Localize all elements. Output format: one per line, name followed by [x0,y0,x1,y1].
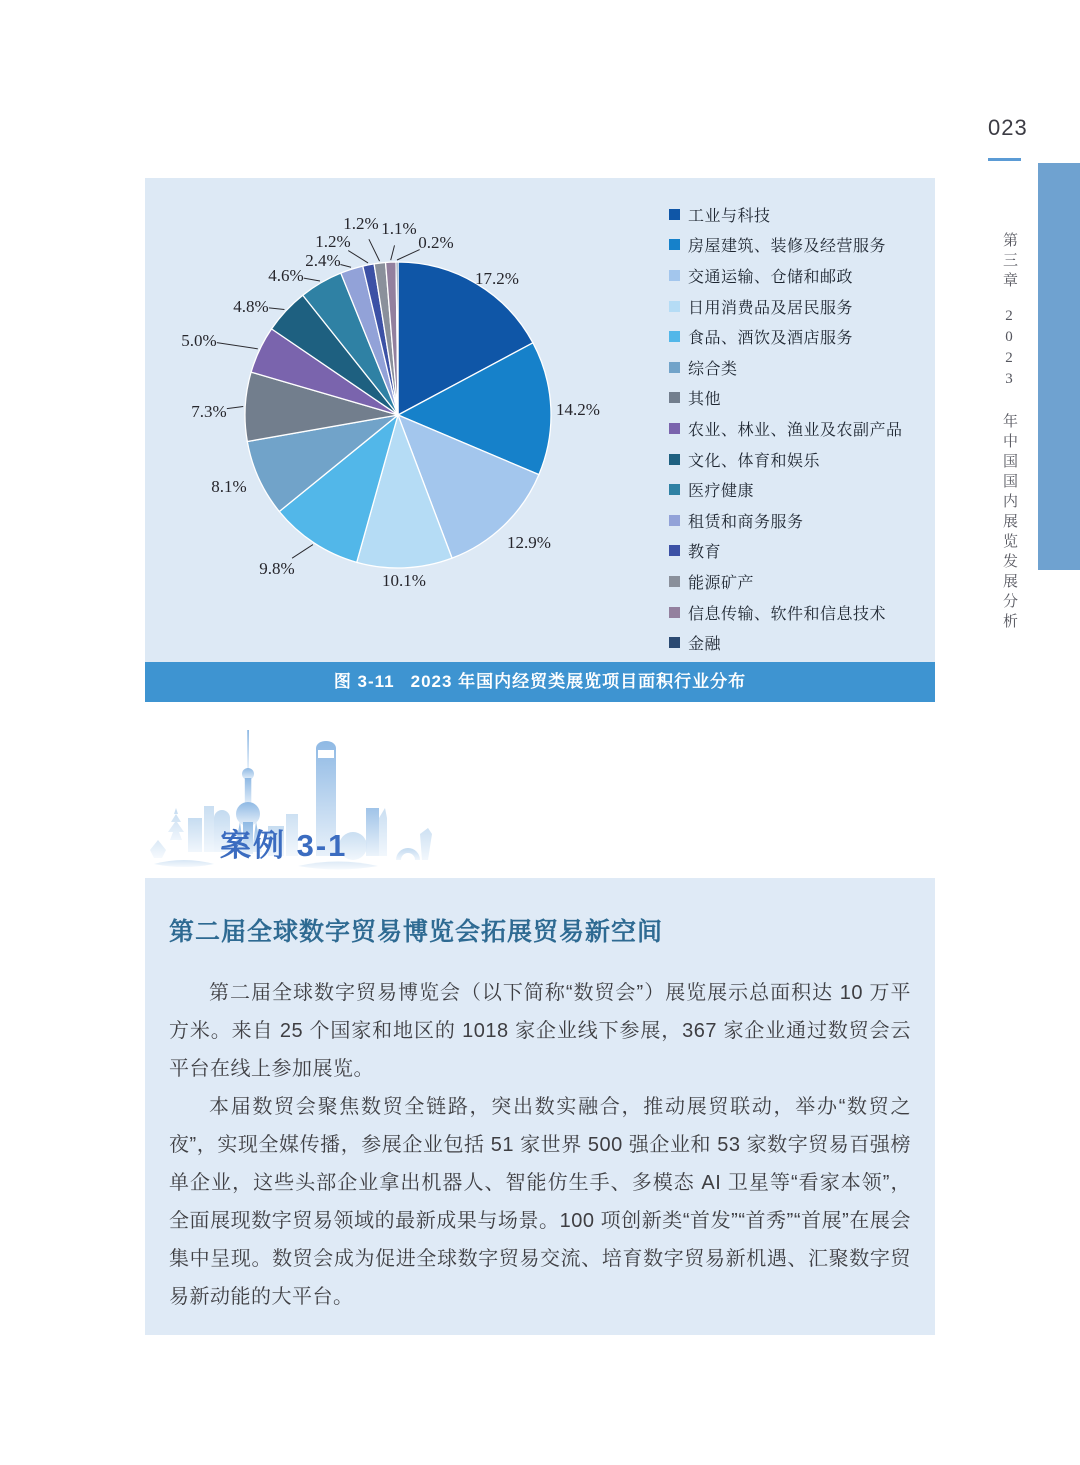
pie-leader-line-9 [304,278,320,281]
pie-value-label-7: 5.0% [181,331,217,350]
pie-value-label-6: 7.3% [191,402,227,421]
legend-label: 信息传输、软件和信息技术 [688,605,887,623]
pie-leader-line-12 [369,239,380,261]
figure-caption-label: 图 3-11 [333,672,395,691]
legend-item-12 [669,566,929,597]
legend-label: 其他 [688,391,722,409]
case-badge-label: 案例 3-1 [220,828,348,863]
legend-item-11 [669,536,929,567]
pie-leader-line-11 [348,251,368,263]
legend-label: 农业、林业、渔业及农副产品 [688,421,903,439]
pie-value-label-3: 10.1% [382,571,426,590]
legend-swatch-icon [669,637,680,648]
legend-swatch-icon [669,301,680,312]
legend-label: 工业与科技 [688,207,771,225]
chapter-title: 2023 年中国国内展览发展分析 [1001,308,1017,633]
legend-item-2 [669,260,929,291]
figure-caption-text: 2023 年国内经贸类展览项目面积行业分布 [410,672,747,691]
pie-leader-line-14 [397,250,420,260]
pie-value-label-12: 1.2% [343,214,379,233]
pie-chart-panel [145,178,935,662]
page-number: 023 [988,115,1028,140]
legend-label: 交通运输、仓储和邮政 [688,268,854,286]
legend-item-5 [669,352,929,383]
legend-item-7 [669,413,929,444]
pie-leader-line-8 [269,308,285,310]
pie-value-label-9: 4.6% [268,266,304,285]
legend-label: 文化、体育和娱乐 [688,452,821,470]
legend-swatch-icon [669,454,680,465]
legend-item-0 [669,199,929,230]
pie-value-label-1: 14.2% [556,400,600,419]
case-study-title: 第二届全球数字贸易博览会拓展贸易新空间 [169,919,664,946]
legend-item-10 [669,505,929,536]
chart-legend [669,199,929,658]
legend-swatch-icon [669,239,680,250]
legend-item-13 [669,597,929,628]
legend-item-14 [669,627,929,658]
case-study-box [145,878,935,1335]
legend-item-3 [669,291,929,322]
pie-value-label-11: 1.2% [315,232,351,251]
legend-swatch-icon [669,392,680,403]
pie-leader-line-7 [217,343,258,349]
case-badge [148,722,438,872]
legend-swatch-icon [669,607,680,618]
pie-value-label-0: 17.2% [475,269,519,288]
pie-leader-line-4 [292,545,313,559]
legend-label: 能源矿产 [688,574,755,592]
pie-value-label-10: 2.4% [305,251,341,270]
pie-value-label-5: 8.1% [211,477,247,496]
chapter-label: 第三章 [1001,232,1017,292]
legend-item-1 [669,230,929,261]
pie-leader-line-6 [227,406,243,408]
page-number-rule [988,158,1021,161]
legend-swatch-icon [669,484,680,495]
legend-label: 房屋建筑、装修及经营服务 [688,238,887,256]
legend-swatch-icon [669,515,680,526]
legend-swatch-icon [669,209,680,220]
legend-swatch-icon [669,362,680,373]
case-study-paragraph-2: 本届数贸会聚焦数贸全链路，突出数实融合，推动展贸联动，举办“数贸之夜”，实现全媒传播，参展企业包括 51 家世界 500 强企业和 53 家数字贸易百强榜单企业，这些头部企业拿出机器人、智能仿生手、多模态 AI 卫星等“看家本领”，全面展现数字贸易领域的最新成果与场景。100 项创新类“首发”“首秀”“首展”在展会集中呈现。数贸会成为促进全球数字贸易交流、培育数字贸易新机遇、汇聚数字贸易新动能的大平台。 [169,1096,911,1308]
legend-item-8 [669,444,929,475]
chapter-accent-bar [1038,163,1080,570]
figure-caption-bar [145,662,935,702]
legend-label: 综合类 [688,360,738,378]
pie-value-label-8: 4.8% [233,297,269,316]
legend-label: 租赁和商务服务 [688,513,804,531]
legend-label: 教育 [688,544,722,562]
legend-swatch-icon [669,545,680,556]
legend-item-4 [669,321,929,352]
legend-swatch-icon [669,423,680,434]
legend-label: 日用消费品及居民服务 [688,299,854,317]
legend-label: 金融 [688,636,722,654]
pie-value-label-14: 0.2% [418,233,454,252]
pie-value-label-2: 12.9% [507,533,551,552]
legend-label: 食品、酒饮及酒店服务 [688,330,854,348]
pie-value-label-13: 1.1% [381,219,417,238]
legend-item-6 [669,383,929,414]
pie-leader-line-10 [340,265,351,268]
case-study-paragraph-1: 第二届全球数字贸易博览会（以下简称“数贸会”）展览展示总面积达 10 万平方米。来自 25 个国家和地区的 1018 家企业线下参展，367 家企业通过数贸会云平台在线上参加展览。 [169,982,911,1080]
pie-leader-line-13 [391,245,395,260]
legend-swatch-icon [669,270,680,281]
legend-swatch-icon [669,576,680,587]
legend-label: 医疗健康 [688,483,755,501]
legend-item-9 [669,474,929,505]
legend-swatch-icon [669,331,680,342]
pie-value-label-4: 9.8% [259,559,295,578]
chapter-sidebar-text [998,232,1020,1132]
